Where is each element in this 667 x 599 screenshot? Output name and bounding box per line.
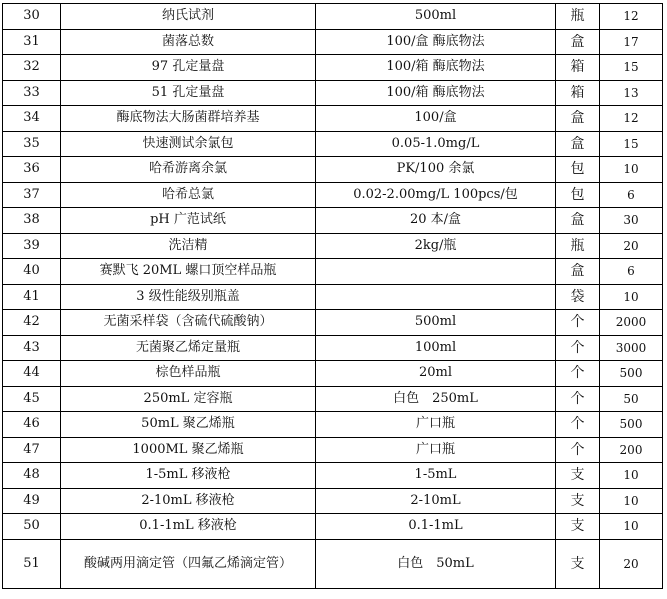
row-number-cell: 42 (3, 310, 61, 336)
table-row (3, 4, 663, 30)
table-row (3, 259, 663, 285)
item-name-cell: 250mL 定容瓶 (61, 386, 316, 412)
quantity-cell: 6 (600, 259, 663, 285)
quantity-cell: 17 (600, 29, 663, 55)
spec-cell: 100/箱 酶底物法 (316, 80, 556, 106)
unit-cell: 个 (556, 437, 600, 463)
supplies-table (2, 3, 663, 589)
item-name-cell: 酸碱两用滴定管（四氟乙烯滴定管） (61, 539, 316, 588)
unit-cell: 支 (556, 488, 600, 514)
row-number-cell: 45 (3, 386, 61, 412)
spec-cell: 100/箱 酶底物法 (316, 55, 556, 81)
quantity-cell: 500 (600, 361, 663, 387)
quantity-cell: 200 (600, 437, 663, 463)
table-row (3, 463, 663, 489)
unit-cell: 支 (556, 463, 600, 489)
quantity-cell: 20 (600, 539, 663, 588)
table-row (3, 80, 663, 106)
spec-cell: 1-5mL (316, 463, 556, 489)
item-name-cell: 哈希总氯 (61, 182, 316, 208)
quantity-cell: 30 (600, 208, 663, 234)
unit-cell: 盒 (556, 106, 600, 132)
row-number-cell: 33 (3, 80, 61, 106)
spec-cell: 100ml (316, 335, 556, 361)
row-number-cell: 50 (3, 514, 61, 540)
row-number-cell: 31 (3, 29, 61, 55)
item-name-cell: 97 孔定量盘 (61, 55, 316, 81)
spec-cell: 白色 250mL (316, 386, 556, 412)
table-row (3, 233, 663, 259)
quantity-cell: 20 (600, 233, 663, 259)
unit-cell: 瓶 (556, 233, 600, 259)
spec-cell: PK/100 余氯 (316, 157, 556, 183)
unit-cell: 个 (556, 335, 600, 361)
unit-cell: 盒 (556, 259, 600, 285)
spec-cell: 20 本/盒 (316, 208, 556, 234)
item-name-cell: 菌落总数 (61, 29, 316, 55)
spec-cell: 100/盒 酶底物法 (316, 29, 556, 55)
table-row (3, 106, 663, 132)
table-row (3, 514, 663, 540)
row-number-cell: 40 (3, 259, 61, 285)
table-row (3, 488, 663, 514)
spec-cell: 100/盒 (316, 106, 556, 132)
item-name-cell: 1000ML 聚乙烯瓶 (61, 437, 316, 463)
item-name-cell: 50mL 聚乙烯瓶 (61, 412, 316, 438)
table-row (3, 29, 663, 55)
item-name-cell: 酶底物法大肠菌群培养基 (61, 106, 316, 132)
item-name-cell: 棕色样品瓶 (61, 361, 316, 387)
table-row (3, 310, 663, 336)
item-name-cell: 纳氏试剂 (61, 4, 316, 30)
unit-cell: 盒 (556, 29, 600, 55)
table-row (3, 157, 663, 183)
quantity-cell: 500 (600, 412, 663, 438)
quantity-cell: 15 (600, 55, 663, 81)
spec-cell: 0.1-1mL (316, 514, 556, 540)
table-row (3, 361, 663, 387)
item-name-cell: 洗洁精 (61, 233, 316, 259)
quantity-cell: 10 (600, 157, 663, 183)
quantity-cell: 12 (600, 106, 663, 132)
row-number-cell: 49 (3, 488, 61, 514)
row-number-cell: 41 (3, 284, 61, 310)
quantity-cell: 2000 (600, 310, 663, 336)
spec-cell (316, 259, 556, 285)
quantity-cell: 12 (600, 4, 663, 30)
row-number-cell: 34 (3, 106, 61, 132)
spec-cell: 白色 50mL (316, 539, 556, 588)
table-row (3, 412, 663, 438)
item-name-cell: 1-5mL 移液枪 (61, 463, 316, 489)
row-number-cell: 46 (3, 412, 61, 438)
unit-cell: 个 (556, 310, 600, 336)
quantity-cell: 13 (600, 80, 663, 106)
item-name-cell: 无菌采样袋（含硫代硫酸钠） (61, 310, 316, 336)
row-number-cell: 36 (3, 157, 61, 183)
quantity-cell: 10 (600, 488, 663, 514)
row-number-cell: 37 (3, 182, 61, 208)
item-name-cell: 赛默飞 20ML 螺口顶空样品瓶 (61, 259, 316, 285)
spec-cell: 500ml (316, 310, 556, 336)
unit-cell: 个 (556, 412, 600, 438)
item-name-cell: 无菌聚乙烯定量瓶 (61, 335, 316, 361)
table-row (3, 55, 663, 81)
unit-cell: 盒 (556, 208, 600, 234)
unit-cell: 个 (556, 361, 600, 387)
item-name-cell: pH 广范试纸 (61, 208, 316, 234)
spec-cell: 广口瓶 (316, 437, 556, 463)
table-row (3, 335, 663, 361)
spec-cell: 20ml (316, 361, 556, 387)
row-number-cell: 39 (3, 233, 61, 259)
unit-cell: 包 (556, 182, 600, 208)
unit-cell: 盒 (556, 131, 600, 157)
item-name-cell: 3 级性能级别瓶盖 (61, 284, 316, 310)
table-row (3, 539, 663, 588)
unit-cell: 支 (556, 514, 600, 540)
quantity-cell: 10 (600, 463, 663, 489)
row-number-cell: 32 (3, 55, 61, 81)
table-body (3, 4, 663, 589)
item-name-cell: 0.1-1mL 移液枪 (61, 514, 316, 540)
unit-cell: 支 (556, 539, 600, 588)
quantity-cell: 10 (600, 284, 663, 310)
row-number-cell: 51 (3, 539, 61, 588)
row-number-cell: 47 (3, 437, 61, 463)
item-name-cell: 2-10mL 移液枪 (61, 488, 316, 514)
spec-cell: 0.02-2.00mg/L 100pcs/包 (316, 182, 556, 208)
spec-cell: 500ml (316, 4, 556, 30)
quantity-cell: 15 (600, 131, 663, 157)
spec-cell: 广口瓶 (316, 412, 556, 438)
unit-cell: 箱 (556, 80, 600, 106)
row-number-cell: 44 (3, 361, 61, 387)
row-number-cell: 43 (3, 335, 61, 361)
spec-cell: 2kg/瓶 (316, 233, 556, 259)
row-number-cell: 48 (3, 463, 61, 489)
unit-cell: 袋 (556, 284, 600, 310)
table-row (3, 437, 663, 463)
table-row (3, 208, 663, 234)
spec-cell: 2-10mL (316, 488, 556, 514)
unit-cell: 个 (556, 386, 600, 412)
table-row (3, 386, 663, 412)
item-name-cell: 51 孔定量盘 (61, 80, 316, 106)
table-row (3, 131, 663, 157)
unit-cell: 瓶 (556, 4, 600, 30)
table-row (3, 284, 663, 310)
item-name-cell: 哈希游离余氯 (61, 157, 316, 183)
unit-cell: 箱 (556, 55, 600, 81)
unit-cell: 包 (556, 157, 600, 183)
quantity-cell: 6 (600, 182, 663, 208)
spec-cell (316, 284, 556, 310)
item-name-cell: 快速测试余氯包 (61, 131, 316, 157)
quantity-cell: 3000 (600, 335, 663, 361)
quantity-cell: 10 (600, 514, 663, 540)
row-number-cell: 30 (3, 4, 61, 30)
row-number-cell: 35 (3, 131, 61, 157)
quantity-cell: 50 (600, 386, 663, 412)
table-row (3, 182, 663, 208)
row-number-cell: 38 (3, 208, 61, 234)
spec-cell: 0.05-1.0mg/L (316, 131, 556, 157)
